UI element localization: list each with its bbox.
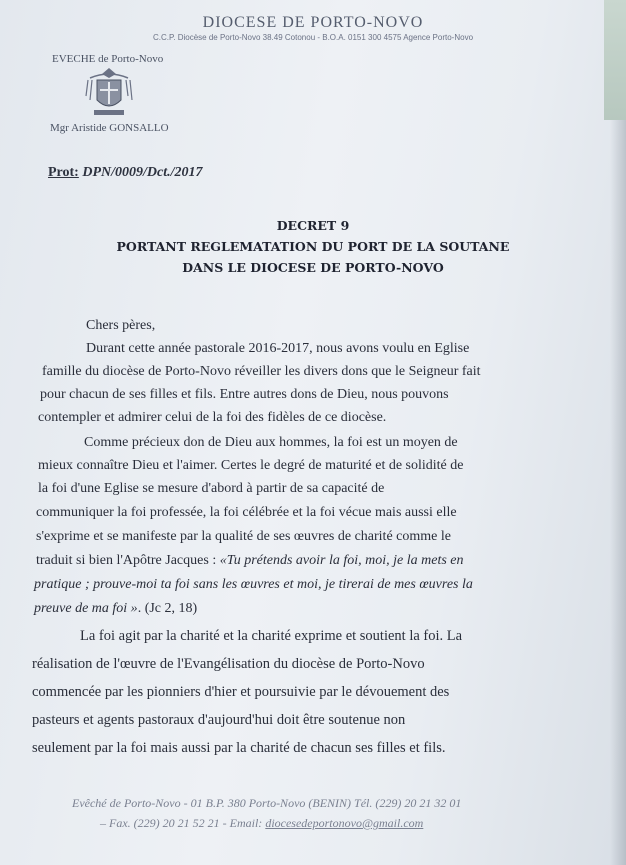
diocese-bank-details: C.C.P. Diocèse de Porto-Novo 38.49 Cotonou - B.O.A. 0151 300 4575 Agence Porto-Novo — [152, 33, 474, 42]
paragraph-2-line: la foi d'une Eglise se mesure d'abord à partir de sa capacité de — [38, 481, 385, 496]
scripture-quote-line: pratique ; prouve-moi ta foi sans les œuvres et moi, je tirerai de mes œuvres la — [34, 577, 473, 592]
scripture-quote-end: preuve de ma foi » — [34, 601, 138, 616]
paragraph-3-line: seulement par la foi mais aussi par la charité de chacun ses filles et fils. — [32, 740, 446, 756]
paragraph-2-line: s'exprime et se manifeste par la qualité de ses œuvres de charité comme le — [36, 529, 451, 544]
footer-address: Evêché de Porto-Novo - 01 B.P. 380 Porto-Novo (BENIN) Tél. (229) 20 21 32 01 — [72, 796, 462, 810]
paragraph-2-line: Comme précieux don de Dieu aux hommes, la foi est un moyen de — [84, 435, 458, 450]
episcopal-coat-of-arms-icon — [84, 66, 134, 118]
footer-fax: – Fax. (229) 20 21 52 21 - Email: — [100, 816, 266, 830]
paragraph-1-line: contempler et admirer celui de la foi des fidèles de ce diocèse. — [38, 410, 387, 425]
paragraph-2-line — [34, 601, 197, 617]
paragraph-2-line: communiquer la foi professée, la foi célébrée et la foi vécue mais aussi elle — [36, 505, 457, 520]
decree-title: DECRET 9 — [276, 218, 350, 233]
decree-subject-line-2: DANS LE DIOCESE DE PORTO-NOVO — [182, 260, 444, 275]
paragraph-2-line: mieux connaître Dieu et l'aimer. Certes le degré de maturité et de solidité de — [38, 458, 464, 473]
scripture-reference: . (Jc 2, 18) — [137, 601, 198, 616]
salutation: Chers pères, — [86, 318, 156, 333]
eveche-label: EVECHE de Porto-Novo — [52, 53, 164, 65]
paragraph-2-line — [36, 553, 464, 569]
paragraph-1-line: famille du diocèse de Porto-Novo réveiller les divers dons que le Seigneur fait — [42, 364, 481, 379]
scripture-quote: «Tu prétends avoir la foi, moi, je la mets en — [219, 553, 464, 568]
footer-email-link[interactable]: diocesedeportonovo@gmail.com — [265, 816, 424, 830]
protocol-label: Prot: — [48, 165, 79, 180]
footer-contact — [100, 816, 423, 831]
bishop-name: Mgr Aristide GONSALLO — [50, 122, 169, 134]
paragraph-1-line: pour chacun de ses filles et fils. Entre autres dons de Dieu, nous pouvons — [40, 387, 449, 402]
paragraph-3-line: La foi agit par la charité et la charité exprime et soutient la foi. La — [80, 628, 463, 644]
quote-intro: traduit si bien l'Apôtre Jacques : — [36, 553, 220, 568]
decree-subject-line-1: PORTANT REGLEMATATION DU PORT DE LA SOUTANE — [116, 239, 510, 254]
protocol-reference — [48, 165, 203, 181]
paragraph-3-line: commencée par les pionniers d'hier et poursuivie par le dévouement des — [32, 684, 450, 700]
diocese-title: DIOCESE DE PORTO-NOVO — [202, 14, 424, 31]
paragraph-3-line: réalisation de l'œuvre de l'Evangélisation du diocèse de Porto-Novo — [32, 656, 425, 672]
protocol-number: DPN/0009/Dct./2017 — [82, 165, 203, 180]
paragraph-3-line: pasteurs et agents pastoraux d'aujourd'hui doit être soutenue non — [32, 712, 406, 728]
paragraph-1-line: Durant cette année pastorale 2016-2017, nous avons voulu en Eglise — [86, 341, 470, 356]
